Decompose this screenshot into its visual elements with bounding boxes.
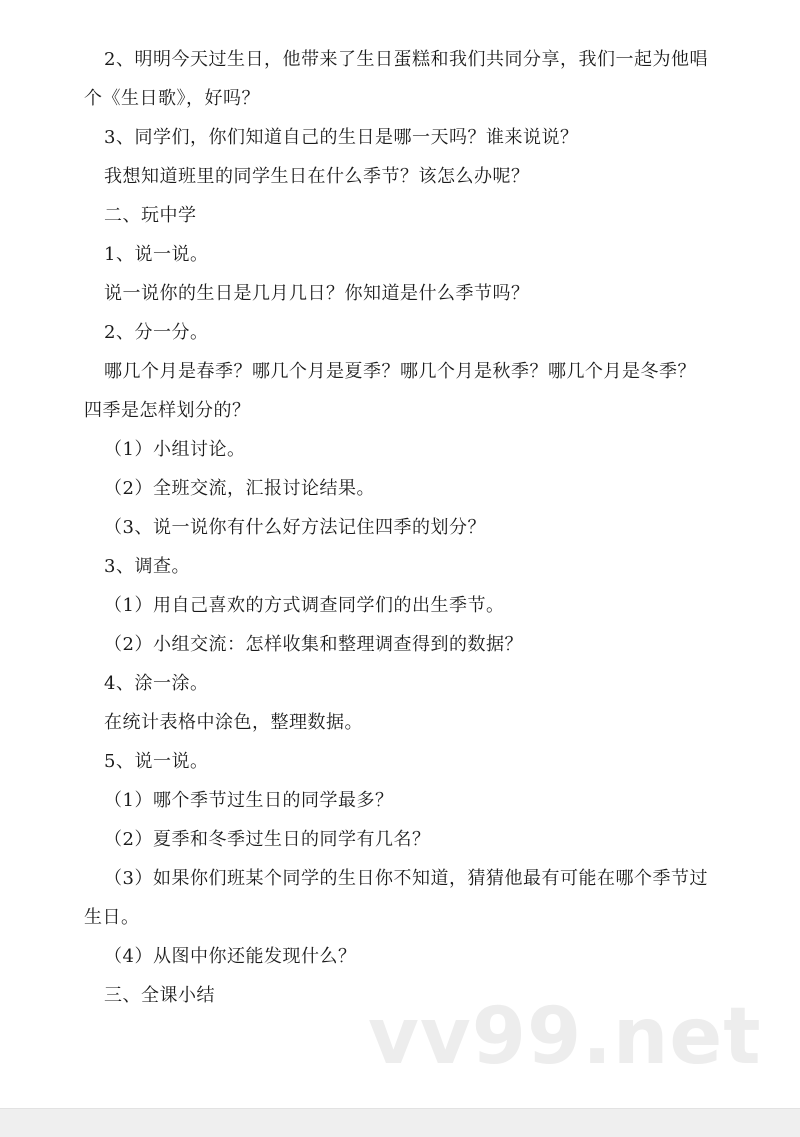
- text-line: 2、明明今天过生日，他带来了生日蛋糕和我们共同分享，我们一起为他唱: [104, 49, 708, 70]
- text-line: 四季是怎样划分的？: [84, 400, 251, 421]
- text-line: （1）小组讨论。: [104, 439, 246, 460]
- text-line: 5、说一说。: [104, 751, 209, 772]
- text-line: （4）从图中你还能发现什么？: [104, 946, 357, 967]
- text-line: （1）哪个季节过生日的同学最多？: [104, 790, 394, 811]
- watermark: vv99.net: [368, 992, 762, 1082]
- text-line: （3）如果你们班某个同学的生日你不知道，猜猜他最有可能在哪个季节过: [104, 868, 708, 889]
- text-line: 哪几个月是春季？哪几个月是夏季？哪几个月是秋季？哪几个月是冬季？: [104, 361, 696, 382]
- text-line: 1、说一说。: [104, 244, 209, 265]
- text-line: 生日。: [84, 907, 140, 928]
- text-line: 我想知道班里的同学生日在什么季节？该怎么办呢？: [104, 166, 530, 187]
- text-line: 在统计表格中涂色，整理数据。: [104, 712, 363, 733]
- text-line: 说一说你的生日是几月几日？你知道是什么季节吗？: [104, 283, 530, 304]
- section-heading: 二、玩中学: [104, 205, 197, 226]
- section-heading: 三、全课小结: [104, 985, 215, 1006]
- text-line: （1）用自己喜欢的方式调查同学们的出生季节。: [104, 595, 505, 616]
- text-line: （2）小组交流：怎样收集和整理调查得到的数据？: [104, 634, 523, 655]
- text-line: 4、涂一涂。: [104, 673, 209, 694]
- page-bottom-strip: [0, 1108, 800, 1137]
- text-line: 个《生日歌》，好吗？: [84, 88, 260, 109]
- text-line: （2）全班交流，汇报讨论结果。: [104, 478, 375, 499]
- text-line: 3、调查。: [104, 556, 190, 577]
- text-line: 2、分一分。: [104, 322, 209, 343]
- text-line: （2）夏季和冬季过生日的同学有几名？: [104, 829, 431, 850]
- text-line: 3、同学们，你们知道自己的生日是哪一天吗？谁来说说？: [104, 127, 579, 148]
- text-line: （3、说一说你有什么好方法记住四季的划分？: [104, 517, 486, 538]
